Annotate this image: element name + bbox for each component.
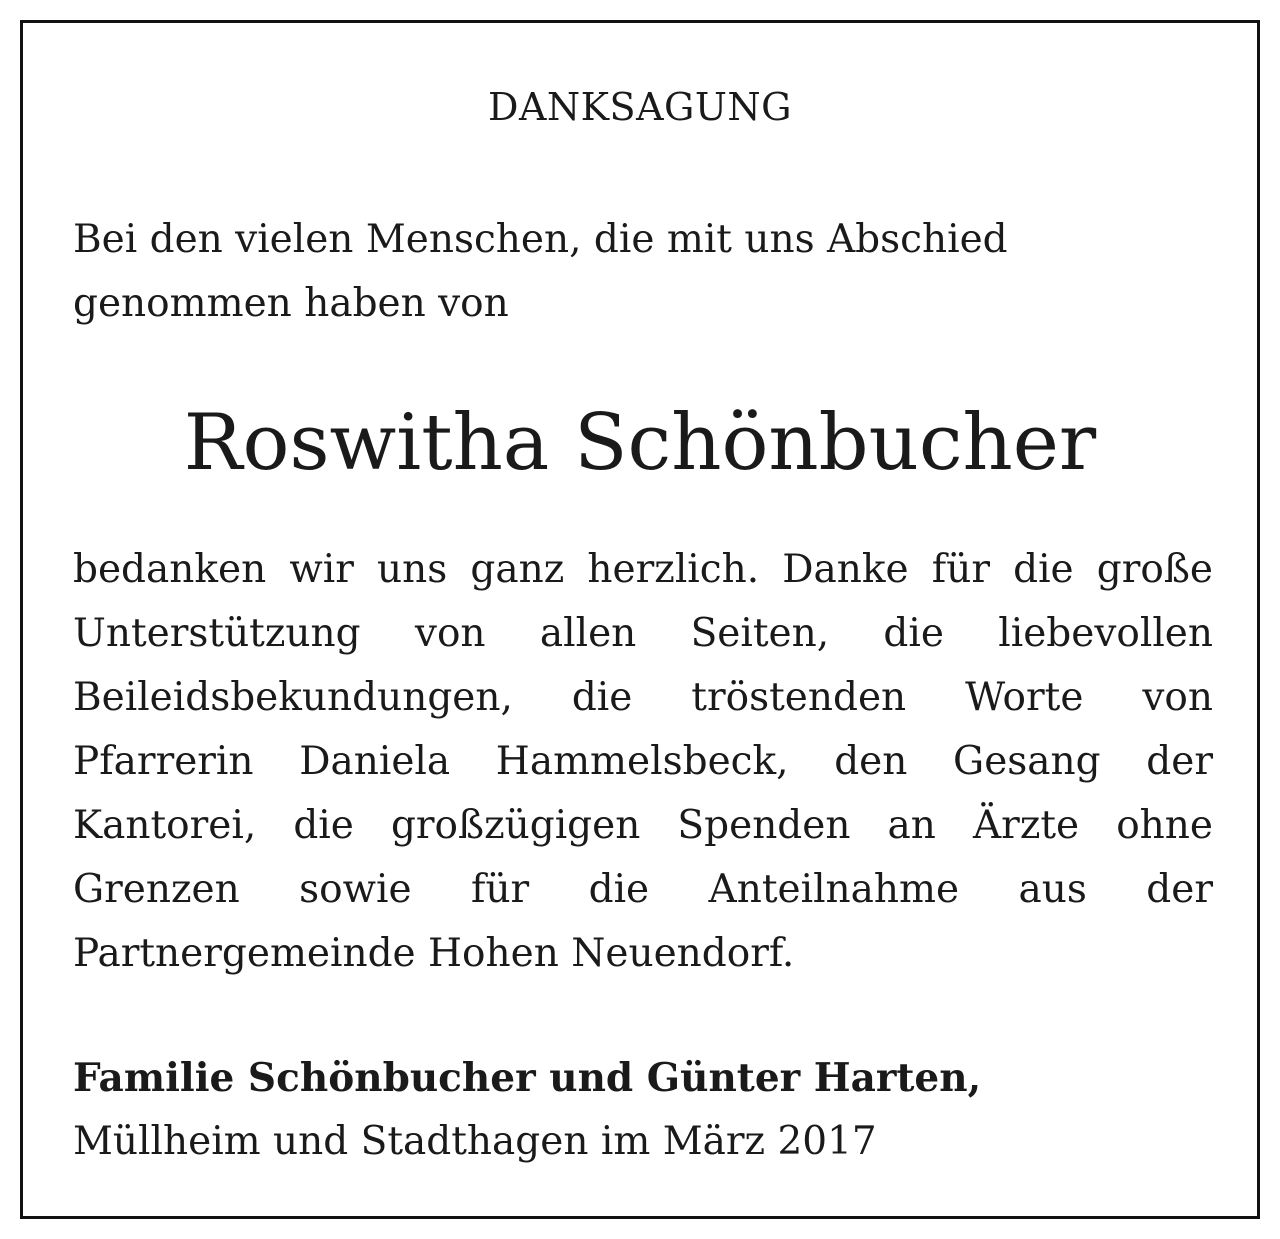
notice-frame: [20, 20, 1260, 1219]
signature-names: Familie Schönbucher und Günter Harten,: [73, 1055, 982, 1101]
thanks-text: bedanken wir uns ganz herzlich. Danke für die große Unterstützung von allen Seiten, die liebevollen Beileidsbekundungen, die tröstenden Worte von Pfarrerin Daniela Hammelsbeck, den Gesang der Kantorei, die großzügigen Spenden an Ärzte ohne Grenzen sowie für die Anteilnahme aus der Partnergemeinde Hohen Neuendorf.: [73, 547, 1213, 976]
signature-place-date: Müllheim und Stadthagen im März 2017: [73, 1119, 877, 1164]
signoff: [73, 1046, 1213, 1174]
notice-heading: DANKSAGUNG: [487, 85, 792, 129]
deceased-name: Roswitha Schönbucher: [183, 398, 1097, 488]
intro-text: Bei den vielen Menschen, die mit uns Abschied genommen haben von: [73, 217, 1008, 326]
